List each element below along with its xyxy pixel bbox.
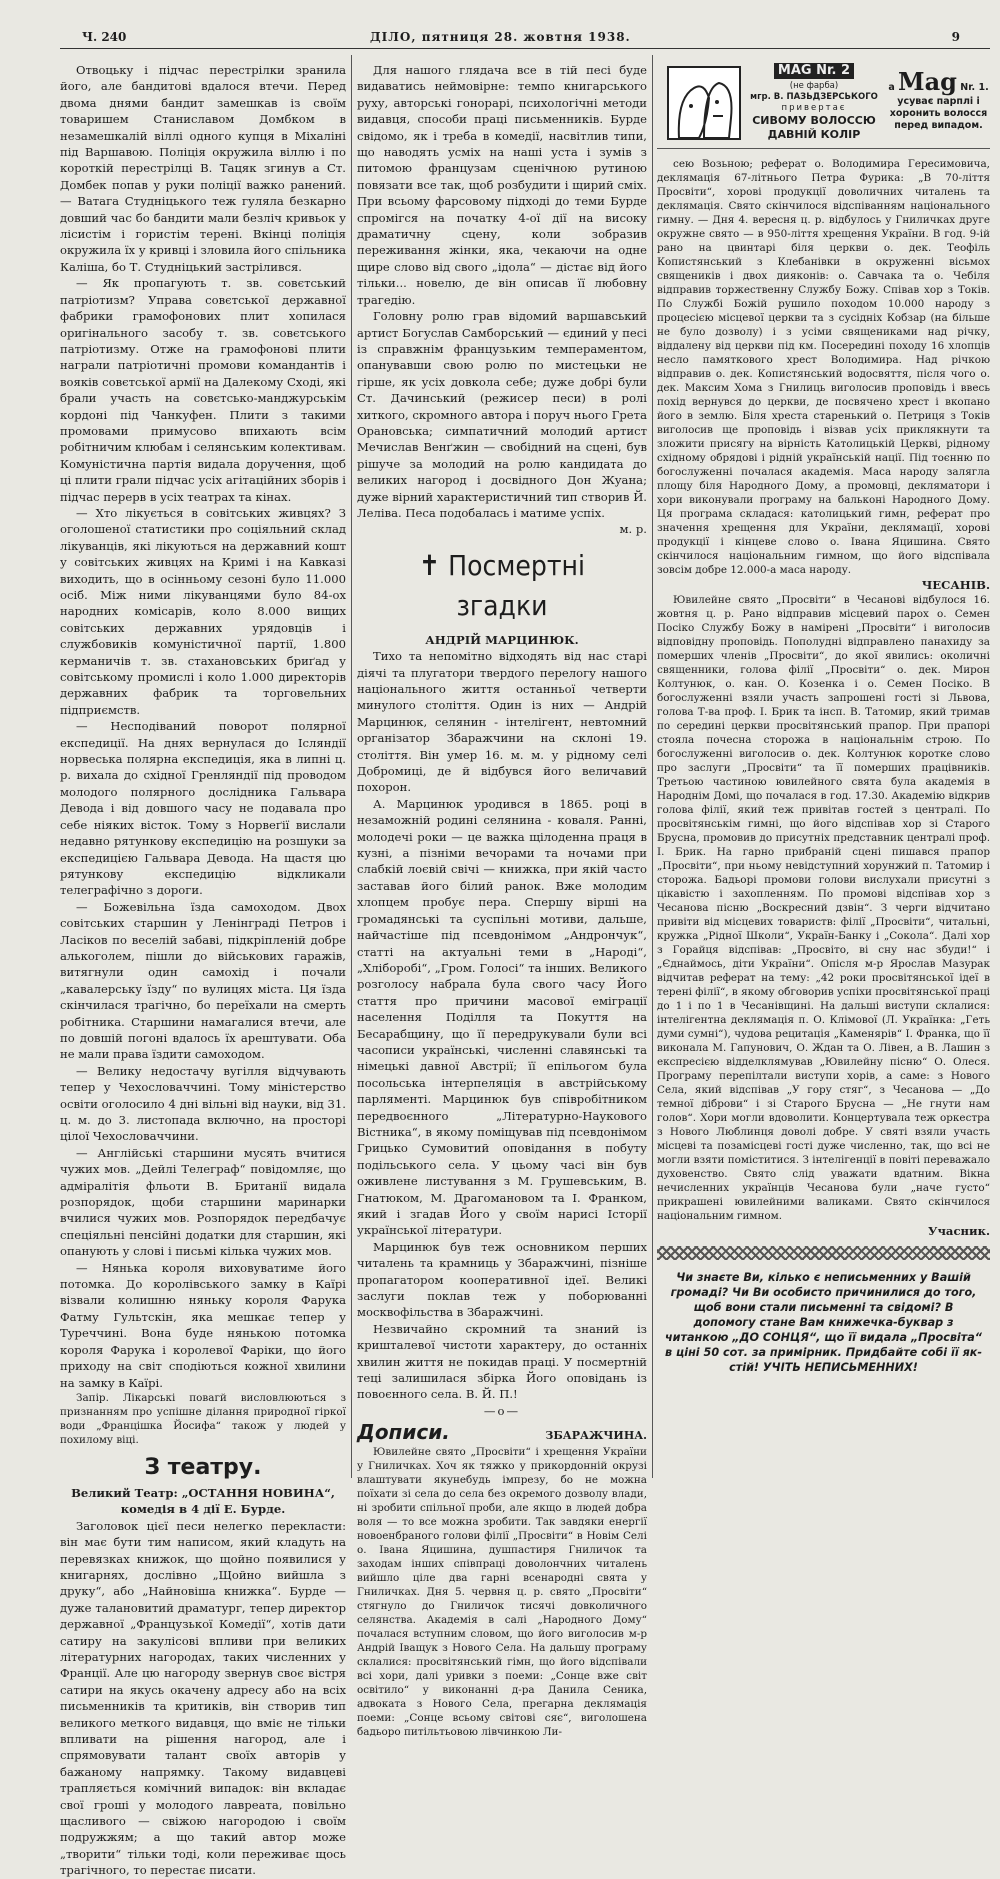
news-paragraph: — Англійські старшини мусять вчитися чужих мов. „Дейлі Телеграф“ повідомляє, що адміралітія фльоти В. Британії видала розпорядок, щоби старшини маринарки вчилися чужих мов. Розпорядок передбачує спеціяльні пенсійні додатки для старшин, які опанують у слові і письмі кілька чужих мов. bbox=[60, 1145, 346, 1259]
ad-alt-brand: Mag bbox=[898, 67, 957, 96]
obituary-paragraph: Незвичайно скромний та знаний із кришталевої чистоти характеру, до останніх хвилин життя не покидав праці. У посмертній теці залишилася збірка Його оповідань із повоєнного села. В. Й. П.! bbox=[357, 1321, 647, 1402]
ornamental-border bbox=[657, 1246, 990, 1260]
column-2 bbox=[357, 62, 647, 1739]
dopysy-heading: Дописи. bbox=[357, 1420, 450, 1445]
column-divider bbox=[652, 55, 653, 1478]
page-header bbox=[60, 30, 960, 46]
theatre-subheading: Великий Театр: „ОСТАННЯ НОВИНА“, комедія в 4 дії Е. Бурде. bbox=[71, 1485, 335, 1517]
page-number: 9 bbox=[951, 30, 960, 44]
chesaniv-signature: Учасник. bbox=[928, 1224, 990, 1239]
hair-dye-advertisement bbox=[657, 62, 990, 149]
news-paragraph: — Божевільна їзда самоходом. Двох совітських старшин у Ленінграді Петров і Ласіков по веселій забаві, підкріпленій добре алькоголем, пішли до військових гаражів, витягнули один самохід і почали „кавалерську їзду“ по вулицях міста. Ця їзда скінчилася трагічно, бо переїхали на смерть робітника. Старшини намагалися втечи, але по довшій погоні вдалось їх арештувати. Оба не мали права їздити самоходом. bbox=[60, 899, 346, 1062]
ad-alt-prefix: а bbox=[888, 82, 895, 93]
dopysy-paragraph: сею Возьною; реферат о. Володимира Гересимовича, деклямація 67-літнього Петра Фурика: „В 70-ліття Просвіти“, хорові продукції доволичних читалень та деклямація. Свято скінчилося відспіванням національного гимну. — Дня 4. вересня ц. р. відбулось у Гниличках друге окружне свято — в 950-ліття хрещення України. В год. 9-ій рано на цвинтарі біля церкви о. дек. Теофіль Копистянський з Клебанівки в окруженні вісьмох священиків і двох дияконів: о. Савчака та о. Чебіля відправив торжественну Службу Божу. Співав хор з Токів. По Службі Божій рушило походом 10.000 народу з процесією місцевої церкви та з сусідніх Кобзар (на більше не було дозволу) і з усіми священиками над річку, віддалену від церкви під км. Посередині походу 16 хлопців несло памяткового хрест Володимира. Над річкою відправив о. дек. Копистянський водосвяття, після чого о. дек. Максим Хома з Гнилиць виголосив проповідь і ввесь похід вернувся до церкви, де посвячено хрест і вкопано його в землю. Біля хреста старенький о. Петриця з Токів виголосив ще проповідь і візвав усіх приклякнути та зложити присягу на вірність Католицькій Церкві, рідному східному обрядові і рідній українській нації. Під тоєнню по богослуженні почалася академія. Маса народу залягла площу біля Народного Дому, а промовці, декляматори і хори виконували програму на бальконі Народного Дому. Ця програма складася: католицький гимн, реферат про значення хрещення для України, деклямації, хорові продукції і кінцеве слово о. Івана Яцишина. Свято скінчилося національним гимном, що його відспівала зовсім добре 12.000-а маса народу. bbox=[657, 158, 990, 576]
review-paragraph: Для нашого глядача все в тій песі буде видаватись неймовірне: темпо книгарського руху, авторські гонорарі, психологічні методи видавця, способи праці письменників. Бурде свідомо, як і треба в комедії, насвітлив типи, що наводять усміх на наші уста і зумів з питомою французам сценічною рутиною повязати все так, щоб розбудити і щирий сміх. При всьому фарсовому підході до теми Бурде спромігся на початку 4-ої дії на високу драматичну сцену, коли зобразив переживання жінки, яка, чекаючи на одне щире слово від свого „ідола“ — дістає від його тільки... новелю, де він описав її любовну трагедію. bbox=[357, 63, 647, 307]
column-1 bbox=[60, 62, 346, 1879]
chesaniv-place: ЧЕСАНІВ. bbox=[921, 578, 990, 592]
column-divider bbox=[351, 55, 352, 1478]
ad-line: СИВОМУ ВОЛОССЮ bbox=[752, 114, 876, 127]
obituary-paragraph: Тихо та непомітно відходять від нас старі діячі та плугатори твердого перелогу нашого національного життя останньої четверти минулого століття. Один із них — Андрій Марцинюк, селянин - інтелігент, невтомний організатор Збаражчини на склоні 19. століття. Він умер 16. м. м. у рідному селі Добромиці, де й відбувся його величавий похорон. bbox=[357, 649, 647, 795]
theatre-heading: З театру. bbox=[144, 1454, 262, 1480]
ad-brand-tag: MAG Nr. 2 bbox=[774, 63, 854, 79]
masthead-date: ДІЛО, пятниця 28. жовтня 1938. bbox=[370, 30, 631, 44]
column-3 bbox=[657, 62, 990, 1379]
dopysy-place: ЗБАРАЖЧИНА. bbox=[545, 1429, 647, 1443]
ad-alt-product bbox=[887, 62, 990, 132]
ad-line: привертає bbox=[781, 103, 847, 113]
news-paragraph: — Несподіваний поворот полярної експедиції. На днях вернулася до Ісляндії норвеська полярна експедиція, яка в липні ц. р. вихала до східної Гренляндії під проводом молодого полярного дослідника Гальвара Девода і від довшого часу не подавала про себе ніяких вісток. Тому з Норвеґії вислали недавно рятункову експедицію на розшуки за експедицією Гальвара Девода. На щастя цю рятункову експедицію відкликали телеграфічно з дороги. bbox=[60, 719, 346, 898]
advert-note: Запір. Лікарські повагй висловлюються з признанням про успішне ділання природної гіркої води „Францішка Йосифа“ також у людей у похилому віці. bbox=[60, 1391, 346, 1446]
literacy-appeal: Чи знаєте Ви, кілько є неписьменних у Вашій громаді? Чи Ви особисто причинилися до того, щоб вони стали письменні та свідомі? В допомогу стане Вам книжечка-буквар з читанкою „ДО СОНЦЯ“, що її видала „Просвіта“ в ціні 50 сот. за примірник. Придбайте собі її як-стій! УЧІТЬ НЕПИСЬМЕННИХ! bbox=[664, 1270, 983, 1374]
review-signature: м. р. bbox=[619, 522, 647, 537]
section-divider: —o— bbox=[483, 1403, 521, 1418]
ad-alt-number: Nr. 1. bbox=[960, 82, 989, 93]
header-rule bbox=[60, 48, 990, 49]
ad-line: (не фарба) bbox=[789, 81, 839, 91]
ad-line: мгр. В. ПАЗЬДЗЕРСЬКОГО bbox=[750, 92, 878, 102]
news-paragraph: Отвоцьку і підчас перестрілки зранила його, але бандитові вдалося втечи. Перед двома днями бандит замешкав із своїм товаришем Станиславом Домбком в незамешкалій віллі одного купця в Міхаліні під Варшавою. Поліція окружила віллю і по короткій перестрілці В. Тацяк згинув а Ст. Домбек попав у руки поліції важко ранений. — Ватага Студніцького теж гуляла безкарно довший час бо бандити мали безліч кривьок у лісистім і гористім терені. Вкінці поліція окружила їх у кривці і зловила його спільника Каліша, бо Т. Студніцький застрілився. bbox=[60, 63, 346, 274]
faces-illustration bbox=[667, 66, 741, 140]
review-paragraph: Головну ролю грав відомий варшавський артист Богуслав Самборський — єдиний у песі із справжнім французьким темпераментом, опанувавши свою ролю по мистецьки не гірше, як усіх довкола себе; дуже добрі були Ст. Дачинський (режисер песи) в ролі хиткого, скромного автора і поруч нього Грета Орановська; симпатичний молодий артист Мечислав Венґжин — свобідний на сцені, був рішуче за молодий на ролю кандидата до великих нагород і досвідного Дон Жуана; дуже вірний характеристичний тип створив Й. Леліва. Песа подобалась і матиме успіх. bbox=[357, 309, 647, 520]
ad-main-text bbox=[749, 62, 879, 142]
news-paragraph: — Велику недостачу вугілля відчувають тепер у Чехословаччині. Тому міністерство освіти оголосило 4 дні вільні від науки, від 31. ц. м. до 3. листопада включно, на просторі цілої Чехословаччини. bbox=[60, 1063, 346, 1144]
chesaniv-paragraph: Ювилейне свято „Просвіти“ в Чесанові відбулося 16. жовтня ц. р. Рано відправив місцевий парох о. Семен Посіко Службу Божу в намірені „Просвіти“ і виголосив відповідну проповідь. Пополудні відправлено панахиду за померших членів „Просвіти“, до якої явились: околичні священники, голова філії „Просвіти“ о. дек. Мирон Колтунюк, о. кан. О. Козенка і о. Семен Посіко. В богослуженні взяли участь запрошені гості зі Львова, голова Т-ва проф. І. Брик та інсп. В. Татомир, який тримав по середині церкви просвітянський прапор. При прапорі стояла почесна сторожа в національнім строю. По богослуженні виголосив о. дек. Колтунюк коротке слово про заслуги „Просвіти“ та її померших працівників. Третьою частиною ювилейного свята була академія в Народнім Домі, що почалася в год. 17.30. Академію відкрив голова філії, який теж привітав гостей з централі. По просвітянськім гимні, що його відспівав хор зі Старого Брусна, промовив до присутніх представник централі проф. І. Брик. На гарно прибраній сцені пишався прапор „Просвіти“, при ньому невідступний хорунжий п. Татомир і сторожа. Бадьорі промови голови вислухали присутні з цікавістю і захопленням. По промові відспівав хор з Чесанова пісню „Воскресний дзвін“. З черги відчитано привіти від місцевих товариств: філії „Просвіти“, читальні, кружка „Рідної Школи“, Україн-Банку і „Сокола“. Далі хор з Горайця відспівав: „Просвіто, ві сну нас збуди!“ і „Єднаймось, діти України“. Опісля м-р Ярослав Мазурак відчитав реферат на тему: „42 роки просвітянської ідеї в терені філії“, в якому обговорив успіхи просвітянської праці до 1 і по 1 в Чесанівщині. На дальші виступи склалися: інтелігентна деклямація п. О. Клімової (Л. Українка: „Геть думи сумні“), чудова рецитація „Каменярів“ І. Франка, що її виконала М. Гапунович, О. Ждан та О. Лівен, а В. Лашин з експресією відделклямував „Ювилейну пісню“ О. Олеся. Програму перепілтали виступи хорів, а саме: з Нового Села, який відспівав „У гору стяг“, з Чесанова — „До темної діброви“ і зі Старого Брусна — „Не гнути нам голов“. Хори могли вдоволити. Концертувала теж оркестра з Нового Люблинця доволі добре. У святі взяли участь місцеві та позамісцеві гості дуже численно, так, що всі не могли взяти поміститися. З інтелігенції в повіті переважало духовенство. Свято слід уважати вдатним. Вікна нечисленних українців Чесанова були „наче густо“ прикрашені ювилейними валиками. Свято скінчилося національним гимном. bbox=[657, 594, 990, 1223]
obituary-paragraph: Марцинюк був теж основником перших читалень та крамниць у Збаражчині, пізніше пропагатором кооперативної ідеї. Великі заслуги поклав теж у поборюванні москвофільства в Збаражчині. bbox=[357, 1239, 647, 1320]
dopysy-heading-row bbox=[357, 1419, 647, 1445]
obituary-name: АНДРІЙ МАРЦИНЮК. bbox=[425, 632, 579, 647]
issue-number: Ч. 240 bbox=[82, 30, 127, 44]
obituary-heading: ✝ Посмертні згадки bbox=[418, 548, 586, 622]
news-paragraph: — Хто лікується в совітських живцях? З оголошеної статистики про соціяльний склад лікуванців, які лікуються на державний кошт у совітських живцях на Кримі і на Кавказі виходить, що в осінньому сезоні було 11.000 осіб. Між ними лікуванцями було 84-ох народних комісарів, коло 8.000 вищих совітських державних урядовців і службовиків комуністичної партії, 1.800 керманичів т. зв. стахановських бриґад у совітському промислі і коло 1.000 директорів державних фабрик та торговельних підприємств. bbox=[60, 505, 346, 717]
obituary-paragraph: А. Марцинюк уродився в 1865. році в незаможній родині селянина - коваля. Ранні, молодечі роки — це важка щілоденна праця в кузні, а пізніми вечорами та ночами при слабкій лоєвій свічі — книжка, при якій часто заставав його білий ранок. Вже молодим хлопцем пробує пера. Спершу вірші на громадянські та суспільні мотиви, дальше, найчастіше під псевдонімом „Андрончук“, статті на актуальні теми в „Народі“, „Хліборобі“, „Гром. Голосі“ та інших. Великого розголосу набрала була свого часу Його стаття про причини масової еміграції населення Поділля та Покуття на Бесарабщину, що її передрукували були всі часописи українські, численні славянські та німецькі давної Австрії; її епільогом була посольська інтерпеляція в австрійському парляменті. Марцинюк був співробітником передвоєнного „Літературно-Наукового Вістника“, в якому поміщував під псевдонімом Грицько Сумовитий оповідання в побуту подільського села. У цьому часі він був оживлене листування з М. Грушевським, В. Гнатюком, М. Драгомановом та І. Франком, який і згадав Його у своїм нарисі Історії української літератури. bbox=[357, 796, 647, 1238]
news-paragraph: — Нянька короля виховуватиме його потомка. До королівського замку в Каїрі візвали колишню няньку короля Фарука Фатму Гультскін, яка мешкає тепер у Туреччині. Вона буде нянькою потомка короля Фарука і королевої Фаріки, що його приходу на світ сподіються кожної хвилини на замку в Каїрі. bbox=[60, 1260, 346, 1390]
review-paragraph: Заголовок цієї песи нелегко перекласти: він має бути тим написом, який кладуть на перевязках книжок, що щойно появилися у книгарнях, дослівно „Щойно вийшла з друку“, або „Найновіша книжка“. Бурде — дуже талановитий драматург, тепер директор державної „Французької Комедії“, хотів дати сатиру на закулісові впливи при великих літературних нагородах, таких численних у Франції. Але цю нагороду звернув своє вістря сатири на якусь окачену адресу або на всіх письменників та критиків, він створив тип великого меткого видавця, що вміє не тільки впливати на рішення нагород, але і спрямовувати талант своїх авторів у бажаному напрямку. Такому видавцеві трапляється комічний випадок: він вкладає свої гроші у молодого лавреата, повільно щасливого — свіжою нагородою і своїм подружжям; а що такий автор може „творити“ тільки тоді, коли переживає щось трагічного, то перестає писати. bbox=[60, 1518, 346, 1878]
dopysy-paragraph: Ювилейне свято „Просвіти“ і хрещення України у Гниличках. Хоч як тяжко у прикордонній окрузі влаштувати якунебудь імпрезу, бо не можна поїхати зі села до села без окремого дозволу влади, ні зробити спільної проби, але якщо в людей добра воля — то все можна зробити. Так завдяки енергії новоенбраного голови філії „Просвіти“ в Новім Селі о. Івана Яцишина, душпастиря Гниличок та заходам інших співпраці доволончних читалень вийшло ціле два гарні всенародні свята у Гниличках. Дня 5. червня ц. р. свято „Просвіти“ стягнуло до Гниличок тисячі довколичного селянства. Академія в салі „Народного Дому“ почалася вступним словом, що його виголосив м-р Андрій Іващук з Нового Села. На дальшу програму склалися: просвітянський гімн, що його відспівали всі хори, далі уривки з поеми: „Сонце вже світ освітило“ у виконанні д-ра Данила Сеника, адвоката з Нового Села, прегарна деклямація поеми: „Сонце всьому світові сяє“, виголошена бадьоро питільтьовою лівчинкою Ли- bbox=[357, 1446, 647, 1739]
news-paragraph: — Як пропагують т. зв. совєтський патріотизм? Управа совєтської державної фабрики грамофонових плит хопилася оригінального засобу т. зв. совєтського патріотизму. Отже на грамофонові плити награли патріотичні промови командантів і вояків совєтської армії на Далекому Сході, які брали участь на совєтсько-манджурськім кордоні під Чанкуфен. Плити з такими промовами примусово впихають всім робітничим клюбам і селянським колективам. Комуністична партія видала доручення, щоб ці плити грали підчас усіх агітаційних зборів і підчас перерв в усіх театрах та кінах. bbox=[60, 276, 346, 504]
ad-line: ДАВНІЙ КОЛІР bbox=[767, 128, 861, 141]
ad-alt-text: усуває парплі і хоронить волосся перед випадом. bbox=[889, 96, 988, 131]
